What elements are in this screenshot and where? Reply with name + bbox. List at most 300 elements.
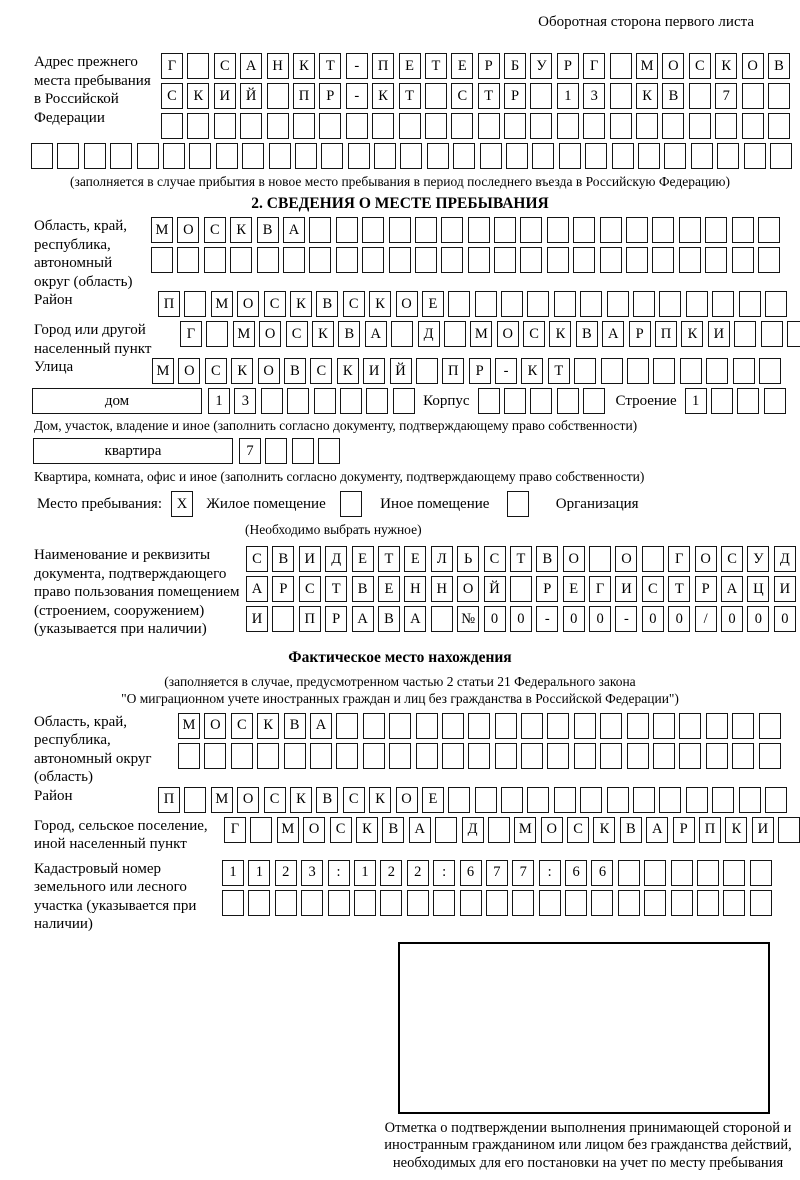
char-box[interactable] — [662, 113, 684, 139]
char-box[interactable] — [427, 143, 449, 169]
char-box[interactable]: М — [178, 713, 200, 739]
char-box[interactable]: У — [530, 53, 552, 79]
char-box[interactable]: Г — [224, 817, 246, 843]
char-box[interactable]: А — [283, 217, 305, 243]
char-box[interactable] — [248, 890, 270, 916]
char-box[interactable] — [178, 743, 200, 769]
char-box[interactable]: 1 — [248, 860, 270, 886]
char-box[interactable] — [416, 743, 438, 769]
char-box[interactable]: С — [204, 217, 226, 243]
char-box[interactable] — [460, 890, 482, 916]
char-box[interactable]: И — [214, 83, 236, 109]
char-box[interactable] — [295, 143, 317, 169]
char-box[interactable] — [184, 291, 206, 317]
char-box[interactable]: М — [151, 217, 173, 243]
char-box[interactable] — [734, 321, 756, 347]
char-box[interactable] — [494, 247, 516, 273]
char-box[interactable]: 3 — [583, 83, 605, 109]
char-box[interactable] — [389, 713, 411, 739]
char-box[interactable] — [57, 143, 79, 169]
char-box[interactable]: П — [299, 606, 321, 632]
char-box[interactable]: Д — [774, 546, 796, 572]
char-box[interactable] — [717, 143, 739, 169]
char-box[interactable] — [261, 388, 283, 414]
char-box[interactable]: К — [290, 291, 312, 317]
char-box[interactable] — [618, 890, 640, 916]
char-box[interactable]: М — [233, 321, 255, 347]
char-box[interactable] — [372, 113, 394, 139]
char-box[interactable] — [512, 890, 534, 916]
char-box[interactable] — [591, 890, 613, 916]
char-box[interactable] — [340, 388, 362, 414]
char-box[interactable]: А — [352, 606, 374, 632]
char-box[interactable] — [626, 217, 648, 243]
char-box[interactable] — [348, 143, 370, 169]
char-box[interactable] — [520, 247, 542, 273]
char-box[interactable] — [475, 291, 497, 317]
char-box[interactable]: Й — [240, 83, 262, 109]
char-box[interactable]: В — [352, 576, 374, 602]
char-box[interactable]: В — [536, 546, 558, 572]
char-box[interactable] — [573, 217, 595, 243]
char-box[interactable]: К — [290, 787, 312, 813]
char-box[interactable] — [441, 217, 463, 243]
char-box[interactable]: А — [240, 53, 262, 79]
char-box[interactable]: 0 — [747, 606, 769, 632]
char-box[interactable] — [680, 358, 702, 384]
char-box[interactable] — [265, 438, 287, 464]
char-box[interactable] — [580, 291, 602, 317]
char-box[interactable] — [723, 890, 745, 916]
char-box[interactable] — [442, 743, 464, 769]
char-box[interactable]: П — [655, 321, 677, 347]
char-box[interactable] — [739, 787, 761, 813]
char-box[interactable]: С — [343, 787, 365, 813]
char-box[interactable] — [389, 247, 411, 273]
char-box[interactable] — [453, 143, 475, 169]
char-box[interactable] — [346, 113, 368, 139]
char-box[interactable]: Д — [325, 546, 347, 572]
char-box[interactable] — [689, 83, 711, 109]
char-box[interactable] — [161, 113, 183, 139]
char-box[interactable]: С — [343, 291, 365, 317]
char-box[interactable]: - — [346, 53, 368, 79]
char-box[interactable] — [532, 143, 554, 169]
char-box[interactable] — [671, 860, 693, 886]
char-box[interactable] — [761, 321, 783, 347]
char-box[interactable] — [214, 113, 236, 139]
char-box[interactable] — [84, 143, 106, 169]
char-box[interactable]: - — [536, 606, 558, 632]
char-box[interactable]: 7 — [715, 83, 737, 109]
char-box[interactable] — [706, 713, 728, 739]
char-box[interactable] — [301, 890, 323, 916]
char-box[interactable]: О — [497, 321, 519, 347]
char-box[interactable] — [764, 388, 786, 414]
char-box[interactable] — [732, 247, 754, 273]
char-box[interactable] — [267, 113, 289, 139]
char-box[interactable] — [737, 388, 759, 414]
char-box[interactable]: 2 — [380, 860, 402, 886]
char-box[interactable]: 1 — [208, 388, 230, 414]
char-box[interactable] — [638, 143, 660, 169]
char-box[interactable]: 6 — [460, 860, 482, 886]
char-box[interactable]: С — [721, 546, 743, 572]
char-box[interactable]: Р — [504, 83, 526, 109]
char-box[interactable]: В — [316, 291, 338, 317]
char-box[interactable]: К — [372, 83, 394, 109]
char-box[interactable]: В — [620, 817, 642, 843]
char-box[interactable]: 2 — [407, 860, 429, 886]
char-box[interactable] — [363, 713, 385, 739]
char-box[interactable] — [547, 217, 569, 243]
char-box[interactable]: А — [721, 576, 743, 602]
char-box[interactable] — [501, 787, 523, 813]
char-box[interactable]: Е — [422, 787, 444, 813]
char-box[interactable]: 1 — [222, 860, 244, 886]
char-box[interactable] — [319, 113, 341, 139]
char-box[interactable] — [765, 291, 787, 317]
char-box[interactable] — [600, 247, 622, 273]
char-box[interactable]: С — [484, 546, 506, 572]
char-box[interactable] — [468, 713, 490, 739]
char-box[interactable] — [504, 113, 526, 139]
char-box[interactable]: Р — [319, 83, 341, 109]
char-box[interactable]: С — [264, 291, 286, 317]
char-box[interactable]: - — [615, 606, 637, 632]
char-box[interactable]: Н — [267, 53, 289, 79]
char-box[interactable]: В — [378, 606, 400, 632]
char-box[interactable] — [627, 358, 649, 384]
char-box[interactable] — [257, 247, 279, 273]
char-box[interactable]: Р — [695, 576, 717, 602]
char-box[interactable] — [706, 743, 728, 769]
char-box[interactable] — [607, 787, 629, 813]
char-box[interactable] — [163, 143, 185, 169]
char-box[interactable] — [222, 890, 244, 916]
char-box[interactable]: О — [177, 217, 199, 243]
char-box[interactable]: С — [286, 321, 308, 347]
char-box[interactable] — [691, 143, 713, 169]
char-box[interactable] — [391, 321, 413, 347]
char-box[interactable] — [272, 606, 294, 632]
char-box[interactable] — [712, 291, 734, 317]
char-box[interactable] — [768, 83, 790, 109]
char-box[interactable] — [283, 247, 305, 273]
char-box[interactable]: К — [293, 53, 315, 79]
char-box[interactable] — [415, 247, 437, 273]
char-box[interactable] — [269, 143, 291, 169]
char-box[interactable] — [712, 787, 734, 813]
char-box[interactable]: И — [752, 817, 774, 843]
char-box[interactable]: Т — [319, 53, 341, 79]
char-box[interactable] — [441, 247, 463, 273]
char-box[interactable]: 1 — [685, 388, 707, 414]
char-box[interactable]: М — [277, 817, 299, 843]
char-box[interactable]: Г — [668, 546, 690, 572]
char-box[interactable] — [547, 713, 569, 739]
char-box[interactable]: К — [369, 787, 391, 813]
char-box[interactable] — [336, 247, 358, 273]
char-box[interactable]: Р — [325, 606, 347, 632]
char-box[interactable] — [574, 358, 596, 384]
char-box[interactable]: М — [211, 291, 233, 317]
char-box[interactable]: Р — [536, 576, 558, 602]
char-box[interactable]: С — [523, 321, 545, 347]
char-box[interactable]: № — [457, 606, 479, 632]
char-box[interactable] — [664, 143, 686, 169]
char-box[interactable] — [574, 713, 596, 739]
char-box[interactable] — [573, 247, 595, 273]
char-box[interactable] — [309, 217, 331, 243]
char-box[interactable] — [435, 817, 457, 843]
char-box[interactable] — [583, 388, 605, 414]
char-box[interactable]: О — [541, 817, 563, 843]
char-box[interactable] — [759, 743, 781, 769]
char-box[interactable]: К — [715, 53, 737, 79]
char-box[interactable]: С — [689, 53, 711, 79]
char-box[interactable]: К — [725, 817, 747, 843]
char-box[interactable]: Д — [462, 817, 484, 843]
char-box[interactable] — [309, 247, 331, 273]
char-box[interactable]: Г — [583, 53, 605, 79]
char-box[interactable]: К — [636, 83, 658, 109]
char-box[interactable] — [653, 358, 675, 384]
char-box[interactable] — [739, 291, 761, 317]
char-box[interactable]: 0 — [563, 606, 585, 632]
char-box[interactable] — [633, 291, 655, 317]
char-box[interactable]: 3 — [234, 388, 256, 414]
char-box[interactable]: К — [230, 217, 252, 243]
char-box[interactable]: М — [636, 53, 658, 79]
char-box[interactable] — [407, 890, 429, 916]
char-box[interactable]: Ь — [457, 546, 479, 572]
char-box[interactable] — [607, 291, 629, 317]
char-box[interactable] — [554, 291, 576, 317]
char-box[interactable] — [652, 217, 674, 243]
char-box[interactable] — [521, 713, 543, 739]
char-box[interactable] — [610, 113, 632, 139]
char-box[interactable]: И — [363, 358, 385, 384]
char-box[interactable]: В — [382, 817, 404, 843]
char-box[interactable]: Е — [352, 546, 374, 572]
char-box[interactable] — [204, 743, 226, 769]
char-box[interactable] — [679, 713, 701, 739]
char-box[interactable]: Т — [478, 83, 500, 109]
char-box[interactable]: Е — [378, 576, 400, 602]
char-box[interactable] — [686, 787, 708, 813]
char-box[interactable]: 6 — [591, 860, 613, 886]
char-box[interactable] — [600, 217, 622, 243]
char-box[interactable] — [653, 713, 675, 739]
char-box[interactable] — [705, 217, 727, 243]
char-box[interactable] — [689, 113, 711, 139]
char-box[interactable]: А — [365, 321, 387, 347]
char-box[interactable] — [510, 576, 532, 602]
char-box[interactable] — [501, 291, 523, 317]
checkbox-organization[interactable] — [507, 491, 529, 517]
char-box[interactable]: М — [470, 321, 492, 347]
char-box[interactable] — [642, 546, 664, 572]
char-box[interactable] — [768, 113, 790, 139]
char-box[interactable] — [328, 890, 350, 916]
char-box[interactable]: О — [237, 787, 259, 813]
char-box[interactable] — [679, 247, 701, 273]
char-box[interactable]: О — [204, 713, 226, 739]
char-box[interactable]: Е — [422, 291, 444, 317]
char-box[interactable]: О — [615, 546, 637, 572]
char-box[interactable]: О — [742, 53, 764, 79]
char-box[interactable] — [697, 890, 719, 916]
char-box[interactable]: К — [231, 358, 253, 384]
char-box[interactable] — [758, 217, 780, 243]
char-box[interactable]: О — [396, 787, 418, 813]
char-box[interactable] — [425, 113, 447, 139]
char-box[interactable] — [636, 113, 658, 139]
char-box[interactable] — [425, 83, 447, 109]
char-box[interactable]: К — [549, 321, 571, 347]
char-box[interactable] — [626, 247, 648, 273]
char-box[interactable]: В — [284, 358, 306, 384]
char-box[interactable] — [732, 743, 754, 769]
char-box[interactable] — [399, 113, 421, 139]
char-box[interactable]: О — [259, 321, 281, 347]
char-box[interactable] — [448, 291, 470, 317]
char-box[interactable]: 0 — [642, 606, 664, 632]
char-box[interactable] — [520, 217, 542, 243]
char-box[interactable] — [231, 743, 253, 769]
char-box[interactable] — [758, 247, 780, 273]
char-box[interactable]: : — [433, 860, 455, 886]
char-box[interactable] — [250, 817, 272, 843]
char-box[interactable] — [240, 113, 262, 139]
char-box[interactable]: В — [338, 321, 360, 347]
char-box[interactable]: М — [211, 787, 233, 813]
char-box[interactable]: Р — [629, 321, 651, 347]
char-box[interactable] — [189, 143, 211, 169]
char-box[interactable]: Г — [180, 321, 202, 347]
char-box[interactable]: О — [563, 546, 585, 572]
char-box[interactable] — [480, 143, 502, 169]
char-box[interactable] — [600, 713, 622, 739]
char-box[interactable]: Т — [399, 83, 421, 109]
char-box[interactable] — [765, 787, 787, 813]
char-box[interactable]: О — [396, 291, 418, 317]
char-box[interactable]: Ц — [747, 576, 769, 602]
char-box[interactable]: П — [442, 358, 464, 384]
char-box[interactable] — [686, 291, 708, 317]
char-box[interactable]: И — [708, 321, 730, 347]
char-box[interactable] — [583, 113, 605, 139]
char-box[interactable] — [431, 606, 453, 632]
char-box[interactable]: Д — [418, 321, 440, 347]
char-box[interactable]: А — [602, 321, 624, 347]
checkbox-other-premise[interactable] — [340, 491, 362, 517]
char-box[interactable] — [759, 358, 781, 384]
char-box[interactable] — [187, 53, 209, 79]
char-box[interactable]: А — [409, 817, 431, 843]
char-box[interactable]: - — [346, 83, 368, 109]
char-box[interactable]: С — [299, 576, 321, 602]
char-box[interactable]: С — [567, 817, 589, 843]
char-box[interactable] — [679, 217, 701, 243]
char-box[interactable]: П — [293, 83, 315, 109]
char-box[interactable] — [110, 143, 132, 169]
char-box[interactable] — [318, 438, 340, 464]
char-box[interactable] — [451, 113, 473, 139]
char-box[interactable]: А — [646, 817, 668, 843]
char-box[interactable]: В — [257, 217, 279, 243]
char-box[interactable] — [787, 321, 800, 347]
char-box[interactable] — [204, 247, 226, 273]
char-box[interactable] — [770, 143, 792, 169]
char-box[interactable] — [612, 143, 634, 169]
char-box[interactable]: Т — [510, 546, 532, 572]
char-box[interactable] — [527, 787, 549, 813]
char-box[interactable]: Т — [425, 53, 447, 79]
char-box[interactable] — [715, 113, 737, 139]
char-box[interactable]: Е — [404, 546, 426, 572]
char-box[interactable]: К — [681, 321, 703, 347]
char-box[interactable]: С — [310, 358, 332, 384]
char-box[interactable]: К — [312, 321, 334, 347]
char-box[interactable] — [293, 113, 315, 139]
char-box[interactable]: Б — [504, 53, 526, 79]
char-box[interactable]: 0 — [774, 606, 796, 632]
char-box[interactable]: С — [451, 83, 473, 109]
char-box[interactable]: В — [284, 713, 306, 739]
char-box[interactable]: В — [576, 321, 598, 347]
char-box[interactable]: О — [695, 546, 717, 572]
char-box[interactable] — [362, 217, 384, 243]
char-box[interactable]: : — [328, 860, 350, 886]
char-box[interactable]: К — [356, 817, 378, 843]
char-box[interactable]: Р — [557, 53, 579, 79]
char-box[interactable]: В — [662, 83, 684, 109]
char-box[interactable] — [659, 787, 681, 813]
char-box[interactable]: И — [299, 546, 321, 572]
char-box[interactable]: Т — [378, 546, 400, 572]
char-box[interactable]: 7 — [239, 438, 261, 464]
char-box[interactable] — [187, 113, 209, 139]
char-box[interactable]: Й — [390, 358, 412, 384]
char-box[interactable]: А — [310, 713, 332, 739]
char-box[interactable] — [627, 713, 649, 739]
char-box[interactable]: Е — [563, 576, 585, 602]
char-box[interactable]: С — [161, 83, 183, 109]
char-box[interactable]: Т — [668, 576, 690, 602]
char-box[interactable]: 3 — [301, 860, 323, 886]
char-box[interactable] — [547, 743, 569, 769]
char-box[interactable] — [652, 247, 674, 273]
char-box[interactable] — [585, 143, 607, 169]
char-box[interactable] — [706, 358, 728, 384]
char-box[interactable] — [416, 358, 438, 384]
char-box[interactable] — [530, 113, 552, 139]
char-box[interactable] — [275, 890, 297, 916]
char-box[interactable]: Т — [548, 358, 570, 384]
char-box[interactable] — [389, 217, 411, 243]
char-box[interactable]: Е — [451, 53, 473, 79]
char-box[interactable]: Т — [325, 576, 347, 602]
char-box[interactable] — [177, 247, 199, 273]
char-box[interactable] — [530, 388, 552, 414]
char-box[interactable] — [705, 247, 727, 273]
char-box[interactable] — [557, 388, 579, 414]
char-box[interactable]: К — [593, 817, 615, 843]
char-box[interactable] — [557, 113, 579, 139]
char-box[interactable]: П — [699, 817, 721, 843]
